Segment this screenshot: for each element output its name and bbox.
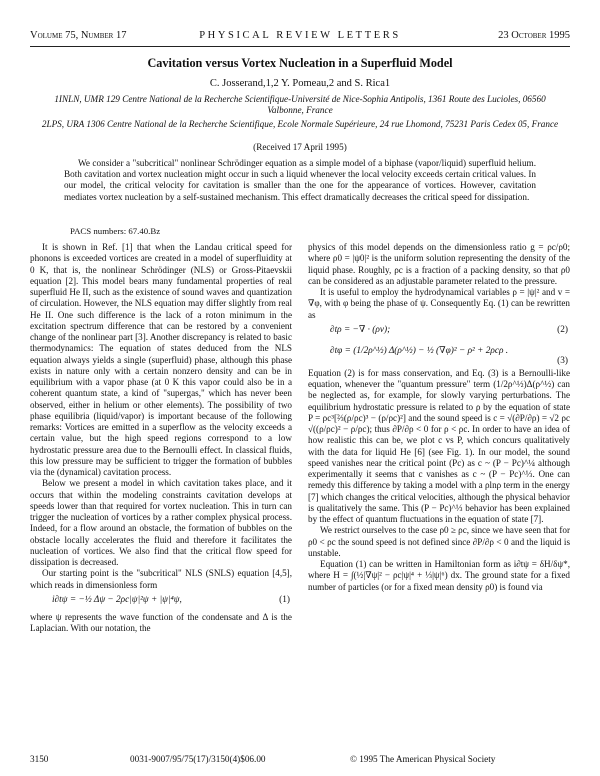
header-rule xyxy=(30,46,570,47)
equation-3-number: (3) xyxy=(557,355,568,366)
left-column xyxy=(30,242,292,634)
copyright-notice: © 1995 The American Physical Society xyxy=(350,754,496,764)
volume-number: Volume 75, Number 17 xyxy=(30,30,127,41)
body-paragraph: Our starting point is the "subcritical" NLS (SNLS) equation [4,5], which reads in dimensionless form xyxy=(30,568,292,590)
body-paragraph: It is useful to employ the hydrodynamical variables ρ = |ψ|² and v = ∇φ, with φ being the phase of ψ. Consequently Eq. (1) can be rewritten as xyxy=(308,287,570,320)
equation-3-body: ∂tφ = (1/2ρ^½) Δ(ρ^½) − ½ (∇φ)² − ρ² + 2ρcρ . xyxy=(330,345,509,356)
journal-name: PHYSICAL REVIEW LETTERS xyxy=(199,30,401,41)
abstract: We consider a "subcritical" nonlinear Schrödinger equation as a simple model of a biphase (vapor/liquid) superfluid helium. Both cavitation and vortex nucleation might occur in such a liquid whenever the local velocity exceeds certain critical values. In our model, the critical velocity for cavitation is smaller than the one for the appearance of vortices. However, cavitation mediates vortex nucleation by a self-sustained mechanism. This effect dramatically decreases the critical speed for dissipation. xyxy=(64,158,536,202)
page-footer xyxy=(30,754,570,766)
body-paragraph: Below we present a model in which cavitation takes place, and it occurs that within the modeling constraints cavitation develops at speeds lower than that required for vortex nucleation. This in turn can trigger the nucleation of vortices by a rather complex physical process. Indeed, for a flow around an obstacle, the formation of bubbles on the obstacle locally accelerates the fluid and therefore it facilitates the nucleation of vortices. We also find that the critical flow speed for dissipation is decreased. xyxy=(30,478,292,567)
article-code: 0031-9007/95/75(17)/3150(4)$06.00 xyxy=(130,754,266,764)
paper-title: Cavitation versus Vortex Nucleation in a Superfluid Model xyxy=(147,56,453,70)
received-date: (Received 17 April 1995) xyxy=(253,142,347,152)
body-paragraph: Equation (2) is for mass conservation, and Eq. (3) is a Bernoulli-like equation, whenever the "quantum pressure" term (1/2ρ^½)Δ(ρ^½) can be neglected as, for example, for slowly varying perturbations. The equilibrium hydrostatic pressure is related to ρ by the equation of state P = ρc³[⅔(ρ/ρc)³ − (ρ/ρc)²] and the sound speed is c = √(∂P/∂ρ) = √2 ρc √((ρ/ρc)² − ρ/ρc); thus ∂P/∂ρ < 0 for ρ < ρc. In order to have an idea of how realistic this can be, we plot c vs P, which concurs qualitatively with the data for liquid He [6] (see Fig. 1). In our model, the sound speed vanishes near the critical point (Pc) as c ~ (P − Pc)^¼ although experimentally it seems that c vanishes as c ~ (P − Pc)^⅓. One can remedy this difference by taking a model with a ρlnρ term in the energy [7] which changes the critical velocities, although the physical behavior is qualitatively the same. This (P − Pc)^⅓ behavior has been explained by the effect of quantum fluctuations in the equation of state [7]. xyxy=(308,367,571,524)
equation-2-body: ∂tρ = −∇ · (ρv); xyxy=(330,324,391,335)
issue-date: 23 October 1995 xyxy=(498,30,570,41)
equation-1 xyxy=(30,591,292,612)
body-paragraph: Equation (1) can be written in Hamiltonian form as i∂tψ = δH/δψ*, where H = ∫(½|∇ψ|² − ρc|ψ|⁴ + ⅓|ψ|⁶) dx. The ground state for a fixed number of particles (or for a fixed mean density ρ0) is found via xyxy=(308,559,570,592)
equation-1-number: (1) xyxy=(279,594,290,605)
body-paragraph: It is shown in Ref. [1] that when the Landau critical speed for phonons is exceeded vortices are created in a model of superfluidity at 0 K, that is, the nonlinear Schrödinger (NLS) or Gross-Pitaevskii equation [2]. This model bears many fundamental properties of real superfluid He II, such as the existence of sound waves and quantization of circulation. However, the NLS equation may differ slightly from real He II. One such difference is the lack of a roton minimum in the excitation spectrum difference that can be restored by a convenient change of the nonlinear part [3]. Another discrepancy is related to basic thermodynamics: The equation of states deduced from the NLS equation always yields a single (superfluid) phase, although this phase exists in nature only with a certain nonzero density and can be in equilibrium with a vapor phase (at 0 K this vapor could also be in a coherent quantum state, a kind of "supergas," which has never been observed, either in helium or other elements). The possibility of two phase equilibria (liquid/vapor) is important because of the following remarks: Vortices are emitted in a superflow as the velocity exceeds a certain value, but the high speed regions correspond to a low hydrostatic pressure area due to the Bernoulli effect. In classical fluids, this low pressure may be sufficient to trigger the formation of bubbles via the (dynamical) cavitation process. xyxy=(30,242,292,477)
equation-2 xyxy=(308,321,570,342)
pacs-numbers: PACS numbers: 67.40.Bz xyxy=(70,226,161,236)
equation-1-body: i∂tψ = −½ Δψ − 2ρc|ψ|²ψ + |ψ|⁴ψ, xyxy=(52,594,182,605)
equation-3 xyxy=(308,342,570,368)
page-number: 3150 xyxy=(30,754,49,764)
right-column xyxy=(308,242,570,593)
body-paragraph: physics of this model depends on the dimensionless ratio g = ρc/ρ0; where ρ0 = |ψ0|² is the uniform solution representing the density of the liquid phase. Roughly, ρc is a fraction of a packing density, so that ρ0 can be considered as an adjustable parameter related to the pressure. xyxy=(308,242,570,286)
affiliation-2: 2LPS, URA 1306 Centre National de la Recherche Scientifique, Ecole Normale Supérieure, 24 rue Lhomond, 75231 Paris Cedex 05, France xyxy=(41,119,559,129)
body-paragraph: We restrict ourselves to the case ρ0 ≥ ρc, since we have seen that for ρ0 < ρc the sound speed is not defined since ∂P/∂ρ < 0 and the liquid is unstable. xyxy=(308,525,570,558)
body-paragraph: where ψ represents the wave function of the condensate and Δ is the Laplacian. With our notation, the xyxy=(30,611,292,633)
equation-2-number: (2) xyxy=(557,324,568,335)
author-list: C. Josserand,1,2 Y. Pomeau,2 and S. Rica1 xyxy=(209,78,391,89)
affiliation-1: 1INLN, UMR 129 Centre National de la Recherche Scientifique-Université de Nice-Sophia Antipolis, 1361 Route des Lucioles, 06560 Valbonne, France xyxy=(54,94,546,116)
running-header xyxy=(30,30,570,44)
